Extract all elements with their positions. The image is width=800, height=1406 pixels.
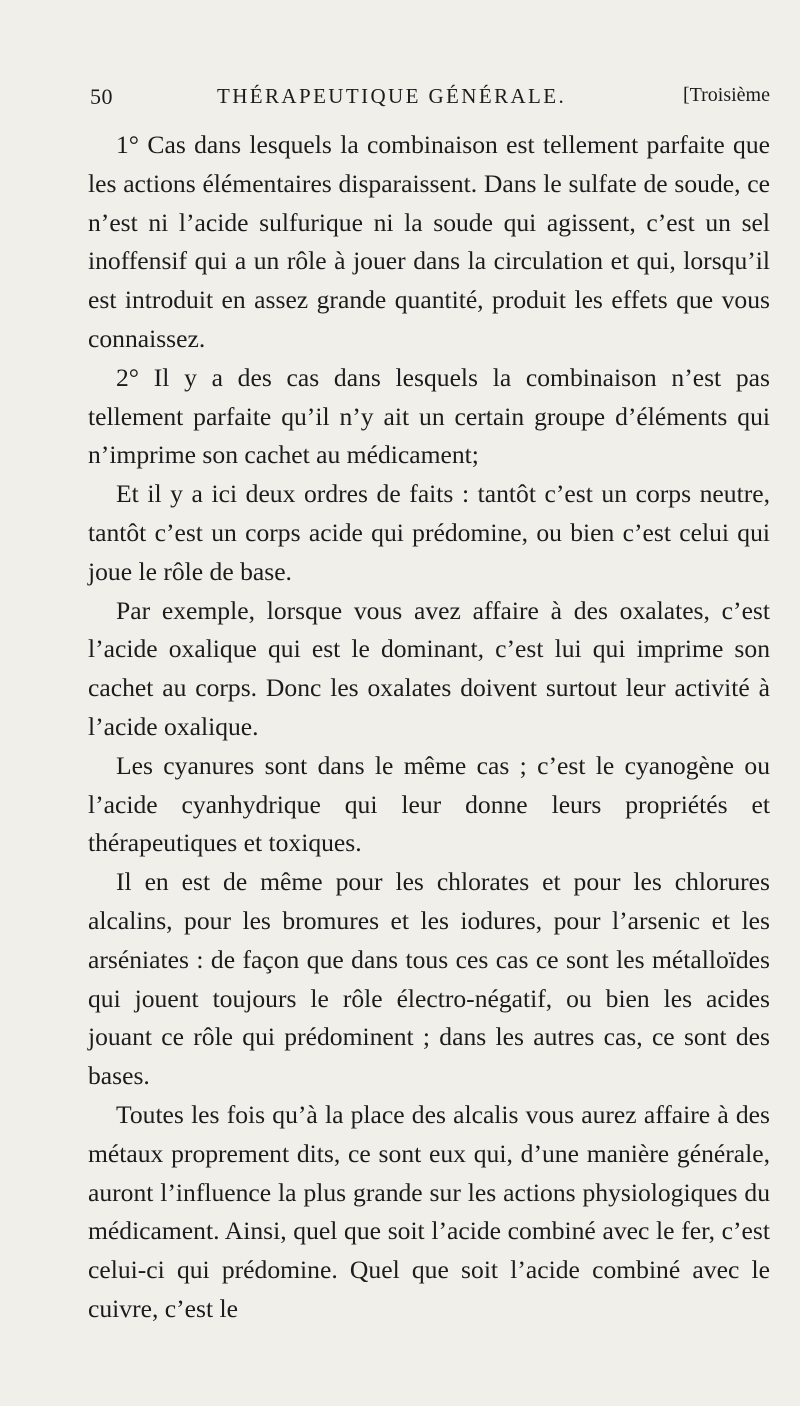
section-label: [Troisième xyxy=(682,84,770,106)
paragraph: Par exemple, lorsque vous avez affaire à des oxalates, c’est l’acide oxalique qui est le dominant, c’est lui qui imprime son cachet au corps. Donc les oxalates doivent surtout leur activité à l’acide oxalique. xyxy=(88,595,770,741)
paragraph: Et il y a ici deux ordres de faits : tantôt c’est un corps neutre, tantôt c’est un corps acide qui prédomine, ou bien c’est celui qui joue le rôle de base. xyxy=(88,479,770,586)
running-title: THÉRAPEUTIQUE GÉNÉRALE. xyxy=(217,84,567,108)
paragraph: Il en est de même pour les chlorates et pour les chlorures alcalins, pour les bromures et les iodures, pour l’arsenic et les arséniates : de façon que dans tous ces cas ce sont les métalloïdes qui jouent toujours le rôle électro-négatif, ou bien les acides jouant ce rôle qui prédominent ; dans les autres cas, ce sont des bases. xyxy=(88,867,770,1091)
paragraph: 1° Cas dans lesquels la combinaison est tellement parfaite que les actions élémentaires disparaissent. Dans le sulfate de soude, ce n’est ni l’acide sulfurique ni la soude qui agissent, c’est un sel inoffensif qui a un rôle à jouer dans la circulation et qui, lorsqu’il est introduit en assez grande quantité, produit les effets que vous connaissez. xyxy=(88,130,770,353)
paragraph: Les cyanures sont dans le même cas ; c’est le cyanogène ou l’acide cyanhydrique qui leur donne leurs propriétés et thérapeutiques et toxiques. xyxy=(88,750,770,858)
paragraph: 2° Il y a des cas dans lesquels la combinaison n’est pas tellement parfaite qu’il n’y ait un certain groupe d’éléments qui n’imprime son cachet au médicament; xyxy=(88,362,770,470)
running-header xyxy=(90,84,770,114)
page-body xyxy=(88,126,770,1329)
paragraph: Toutes les fois qu’à la place des alcalis vous aurez affaire à des métaux proprement dits, ce sont eux qui, d’une manière générale, auront l’influence la plus grande sur les actions physiologiques du médicament. Ainsi, quel que soit l’acide combiné avec le fer, c’est celui-ci qui prédomine. Quel que soit l’acide combiné avec le cuivre, c’est le xyxy=(88,1099,770,1323)
page-number: 50 xyxy=(90,84,113,109)
